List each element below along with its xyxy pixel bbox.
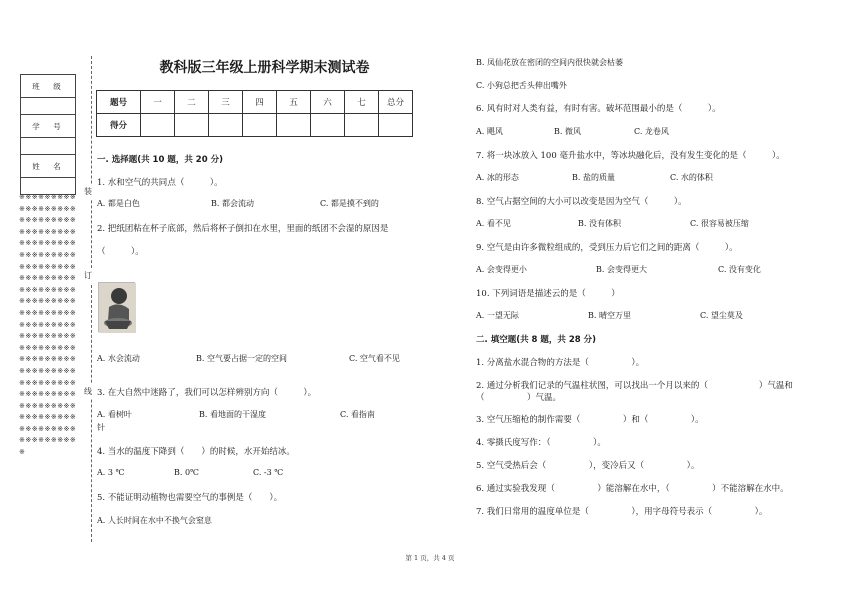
q8-text: 8. 空气占据空间的大小可以改变是因为空气（ ）。 xyxy=(476,197,687,207)
q7-option-c: C. 水的体积 xyxy=(670,173,713,182)
fill-q2-text-cont: （ ）气温。 xyxy=(476,393,562,403)
score-col-2: 二 xyxy=(175,91,209,114)
score-col-7: 七 xyxy=(345,91,379,114)
q1-option-c: C. 都是摸不到的 xyxy=(320,199,379,208)
score-cell[interactable] xyxy=(175,114,209,137)
q6-option-a: A. 飓风 xyxy=(476,127,503,136)
q1-option-b: B. 都会流动 xyxy=(211,199,254,208)
q6-option-b: B. 微风 xyxy=(554,127,581,136)
student-info-table xyxy=(20,74,76,195)
score-header-label: 题号 xyxy=(97,91,141,114)
student-number-label: 学 号 xyxy=(21,115,76,138)
q3-option-a: A. 看树叶 xyxy=(97,410,132,419)
exam-title: 教科版三年级上册科学期末测试卷 xyxy=(159,60,370,76)
cut-word-zhuang: 装 xyxy=(84,184,92,199)
q5-option-a: A. 人长时间在水中不换气会窒息 xyxy=(97,516,212,525)
score-cell[interactable] xyxy=(277,114,311,137)
q10-option-c: C. 望尘莫及 xyxy=(700,311,743,320)
q4-option-b: B. 0℃ xyxy=(174,468,200,477)
score-cell[interactable] xyxy=(141,114,175,137)
q3-option-c-wrap: 针 xyxy=(97,423,105,432)
q2-option-a: A. 水会流动 xyxy=(97,354,140,363)
q2-cup-illustration xyxy=(98,282,135,332)
q9-option-a: A. 会变得更小 xyxy=(476,265,527,274)
score-cell[interactable] xyxy=(311,114,345,137)
name-label: 姓 名 xyxy=(21,155,76,178)
q2-text: 2. 把纸团粘在杯子底部，然后将杯子倒扣在水里，里面的纸团不会湿的原因是 xyxy=(97,224,389,234)
q6-option-c: C. 龙卷风 xyxy=(634,127,669,136)
q9-text: 9. 空气是由许多微粒组成的，受到压力后它们之间的距离（ ）。 xyxy=(476,243,738,253)
score-col-4: 四 xyxy=(243,91,277,114)
q4-option-c: C. -3 ℃ xyxy=(253,468,284,477)
q5-option-c: C. 小狗总把舌头伸出嘴外 xyxy=(476,81,567,90)
q7-option-b: B. 盐的质量 xyxy=(572,173,615,182)
q3-option-c: C. 看指南 xyxy=(340,410,375,419)
q5-option-b: B. 凤仙花放在密闭的空间内很快就会枯萎 xyxy=(476,58,623,67)
score-col-6: 六 xyxy=(311,91,345,114)
binding-star-pattern: ※※※※※※※※※※※※※※※※※※※※※※※※※※※※※※※※※※※※※※※※※※※※※※※※※※※※※※※※※※※※※※※※※※※※※※※※※※※※※※※※※※※※※※※※※※※※※※※※※※※※※※※※※※※※※※※※※※※※※※※※※※※※※※※※※※※※※※※※※※※※※※※※※※※※※※※※※※※※※※※※※※※※※※※※※※※※※※※※※※※※※※※※※※※※※※※※※※※※※※※ xyxy=(19,193,77,457)
q4-option-a: A. 3 ℃ xyxy=(97,468,125,477)
binding-cut-line xyxy=(91,56,92,542)
class-blank[interactable] xyxy=(21,98,76,115)
q10-option-b: B. 晴空万里 xyxy=(588,311,631,320)
q2-text-cont: （ ）。 xyxy=(97,247,144,257)
score-col-5: 五 xyxy=(277,91,311,114)
q1-option-a: A. 都是白色 xyxy=(97,199,140,208)
section-fill-heading: 二. 填空题(共 8 题，共 28 分) xyxy=(476,335,597,345)
fill-q3-text: 3. 空气压缩枪的制作需要（ ）和（ ）。 xyxy=(476,415,704,425)
q9-option-b: B. 会变得更大 xyxy=(596,265,647,274)
cut-word-xian: 线 xyxy=(84,384,92,399)
q10-option-a: A. 一望无际 xyxy=(476,311,519,320)
q2-option-b: B. 空气要占据一定的空间 xyxy=(196,354,287,363)
q1-text: 1. 水和空气的共同点（ ）。 xyxy=(97,178,223,188)
cut-word-ding: 订 xyxy=(84,268,92,283)
student-number-blank[interactable] xyxy=(21,138,76,155)
score-cell[interactable] xyxy=(243,114,277,137)
q8-option-b: B. 没有体积 xyxy=(578,219,621,228)
q5-text: 5. 不能证明动植物也需要空气的事例是（ ）。 xyxy=(97,493,283,503)
score-table xyxy=(96,90,413,137)
score-col-3: 三 xyxy=(209,91,243,114)
score-cell[interactable] xyxy=(209,114,243,137)
q6-text: 6. 风有时对人类有益，有时有害。破坏范围最小的是（ ）。 xyxy=(476,104,721,114)
q10-text: 10. 下列词语是描述云的是（ ） xyxy=(476,289,620,299)
q8-option-c: C. 很容易被压缩 xyxy=(690,219,749,228)
q9-option-c: C. 没有变化 xyxy=(718,265,761,274)
score-col-total: 总分 xyxy=(379,91,413,114)
fill-q7-text: 7. 我们日常用的温度单位是（ ），用字母符号表示（ ）。 xyxy=(476,507,768,517)
q3-text: 3. 在大自然中迷路了，我们可以怎样辨别方向（ ）。 xyxy=(97,388,317,398)
q2-option-c: C. 空气看不见 xyxy=(349,354,400,363)
score-cell[interactable] xyxy=(379,114,413,137)
fill-q6-text: 6. 通过实验我发现（ ）能溶解在水中，（ ）不能溶解在水中。 xyxy=(476,484,789,494)
fill-q1-text: 1. 分离盐水混合物的方法是（ ）。 xyxy=(476,358,645,368)
q4-text: 4. 当水的温度下降到（ ）的时候，水开始结冰。 xyxy=(97,447,295,457)
q3-option-b: B. 看地面的干湿度 xyxy=(199,410,266,419)
section-choice-heading: 一. 选择题(共 10 题，共 20 分) xyxy=(97,155,223,165)
score-cell[interactable] xyxy=(345,114,379,137)
score-row-label: 得分 xyxy=(97,114,141,137)
q7-option-a: A. 冰的形态 xyxy=(476,173,519,182)
cup-illustration-icon xyxy=(99,283,136,333)
q7-text: 7. 将一块冰放入 100 毫升盐水中，等冰块融化后，没有发生变化的是（ ）。 xyxy=(476,151,785,161)
fill-q4-text: 4. 零摄氏度写作：（ ）。 xyxy=(476,438,606,448)
page-footer: 第 1 页，共 4 页 xyxy=(405,554,455,562)
score-col-1: 一 xyxy=(141,91,175,114)
fill-q2-text: 2. 通过分析我们记录的气温柱状图，可以找出一个月以来的（ ）气温和 xyxy=(476,381,793,391)
class-label: 班 级 xyxy=(21,75,76,98)
q8-option-a: A. 看不见 xyxy=(476,219,511,228)
fill-q5-text: 5. 空气受热后会（ ），变冷后又（ ）。 xyxy=(476,461,700,471)
